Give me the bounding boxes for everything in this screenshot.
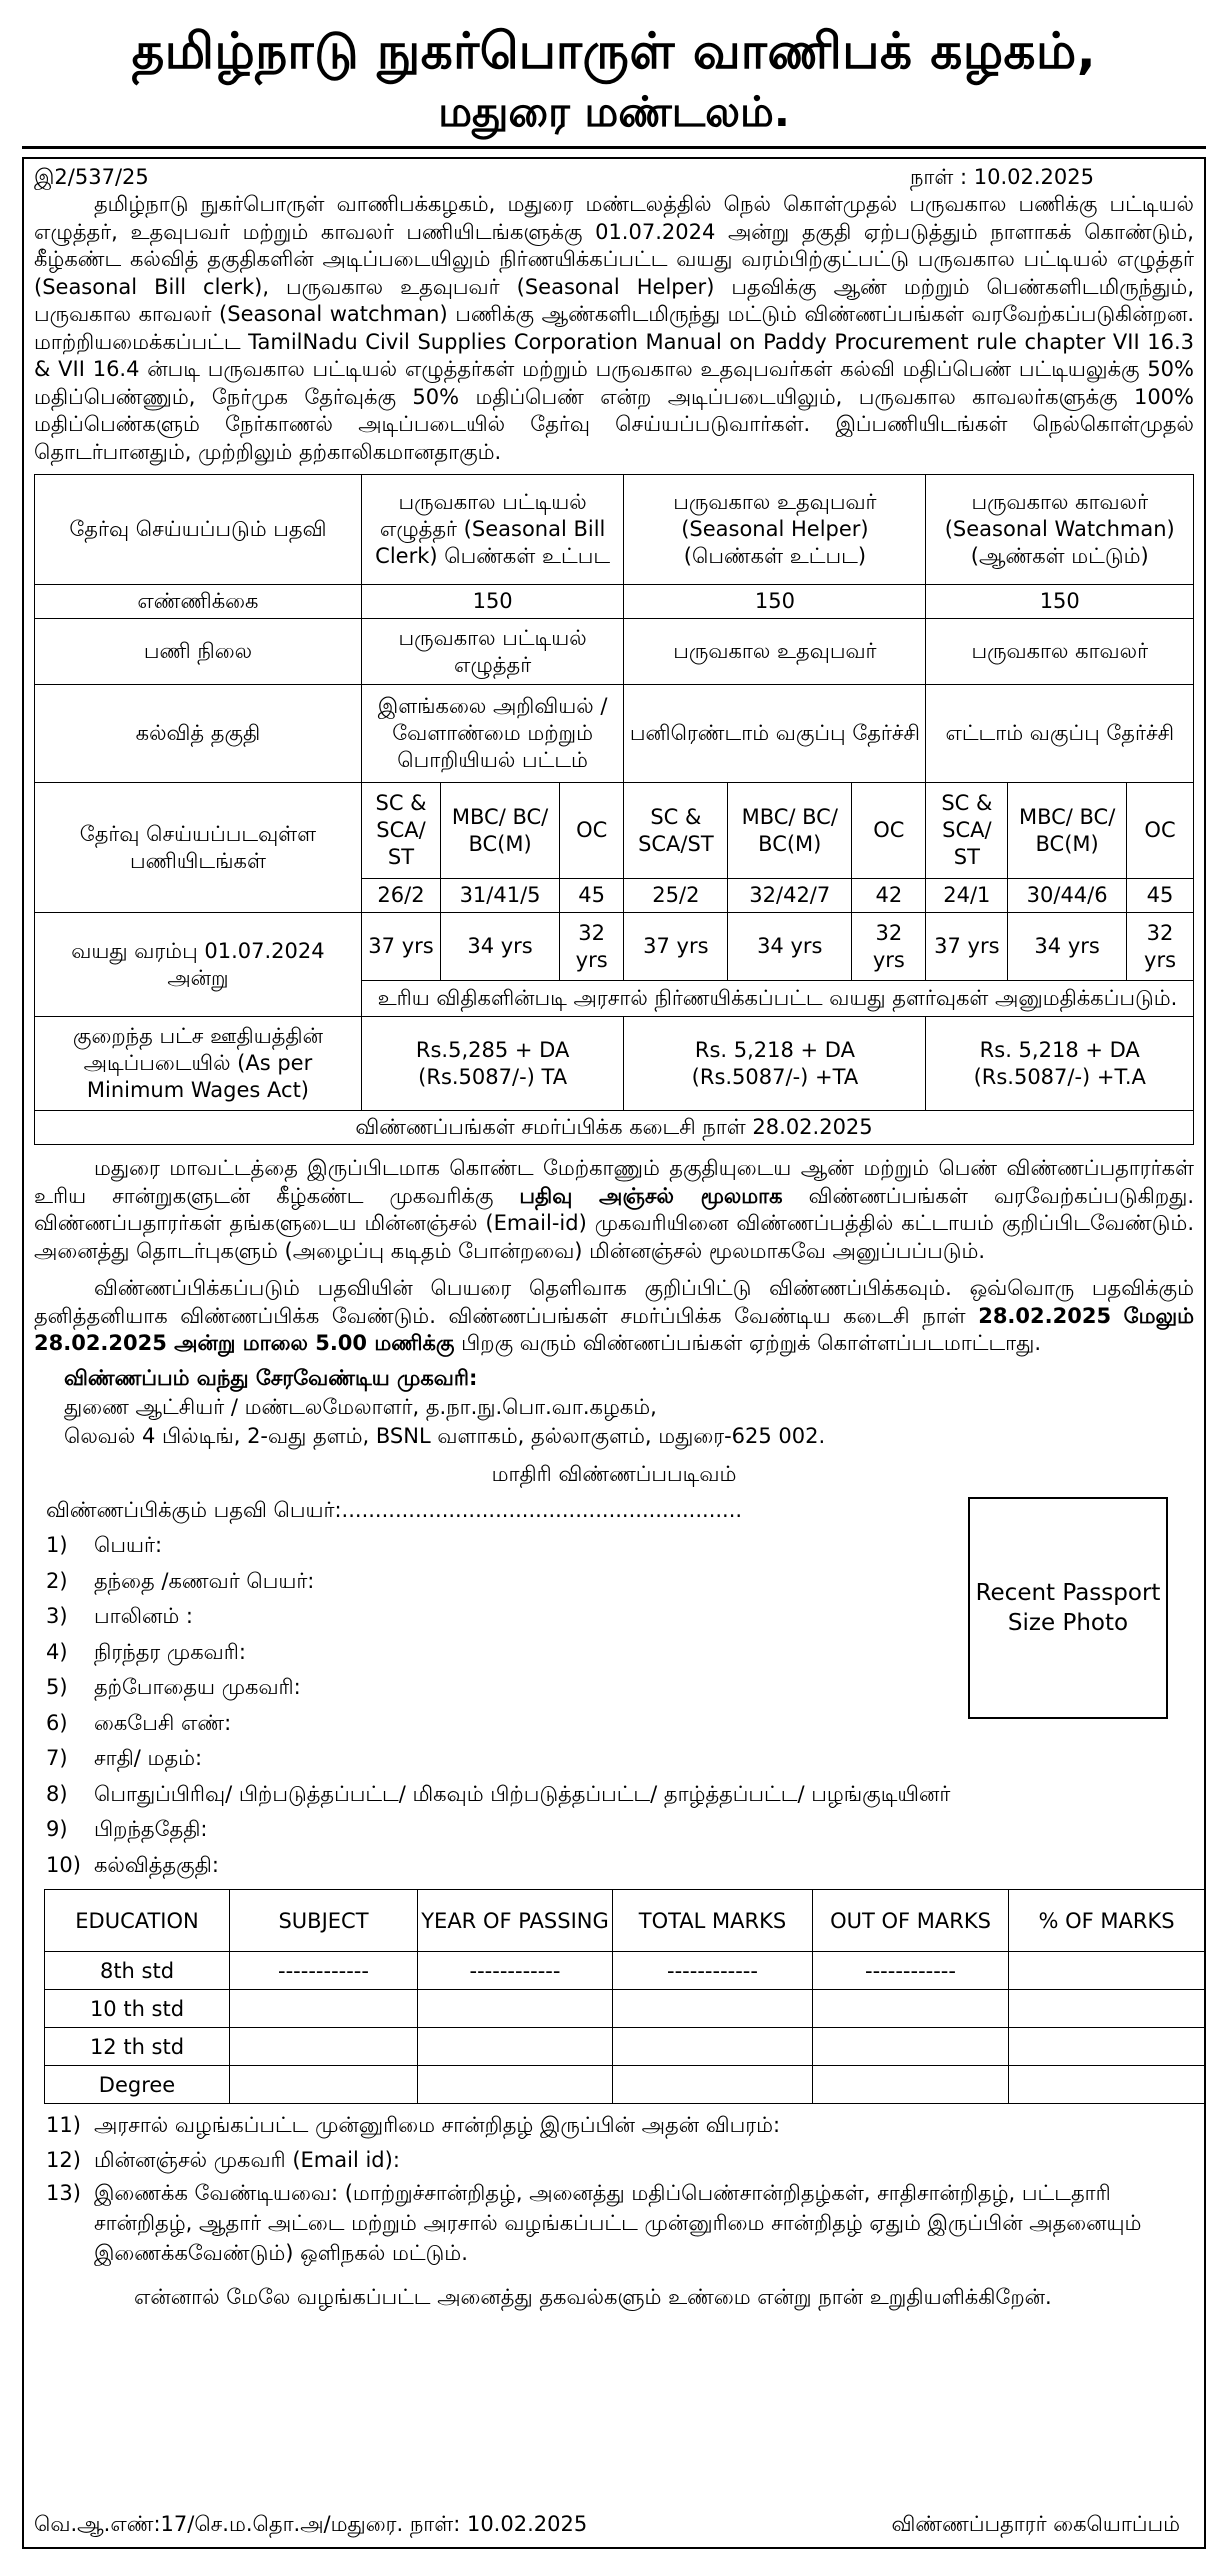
- field-number: 2): [46, 1568, 68, 1593]
- category-value: 32/42/7: [728, 879, 852, 913]
- age-value: 37 yrs: [624, 913, 728, 981]
- field-label: சாதி/ மதம்:: [94, 1746, 203, 1770]
- field-number: 9): [46, 1817, 68, 1841]
- additional-fields: [34, 2108, 1194, 2268]
- header: [22, 0, 1206, 140]
- edu-row: [45, 2028, 1205, 2066]
- edu-row: [45, 1952, 1205, 1990]
- photo-box: Recent Passport Size Photo: [968, 1497, 1168, 1719]
- education-table: [44, 1889, 1205, 2104]
- form-title: மாதிரி விண்ணப்பபடிவம்: [491, 1461, 737, 1486]
- count-label: எண்ணிக்கை: [35, 585, 362, 619]
- wage-line: Rs. 5,218 + DA: [979, 1037, 1140, 1062]
- wage-line: (Rs.5087/-) TA: [418, 1064, 568, 1089]
- edu-cell: [613, 1990, 813, 2028]
- field-number: 3): [46, 1604, 68, 1628]
- age-value: 37 yrs: [926, 913, 1008, 981]
- field-label: இணைக்க வேண்டியவை: (மாற்றுச்சான்றிதழ், அனைத்து மதிப்பெண்சான்றிதழ்கள், சாதிசான்றிதழ், பட்டதாரி சான்றிதழ், ஆதார் அட்டை மற்றும் அரசால் வழங்கப்பட்ட முன்னுரிமை சான்றிதழ் ஏதும் இருப்பின் அதனையும் இணைக்கவேண்டும்) ஒளிநகல் மட்டும்.: [94, 2181, 1142, 2265]
- edu-cell: Degree: [45, 2066, 230, 2104]
- edu-header: SUBJECT: [230, 1890, 418, 1952]
- edu-cell: ------------: [613, 1952, 813, 1990]
- form-field: [34, 2143, 1194, 2178]
- count-value: 150: [926, 585, 1194, 619]
- edu-cell: [813, 1990, 1009, 2028]
- edu-header: % OF MARKS: [1009, 1890, 1205, 1952]
- category-header: OC: [559, 783, 623, 879]
- edu-cell: [613, 2028, 813, 2066]
- edu-cell: [230, 2028, 418, 2066]
- level-value: பருவகால உதவுபவர்: [624, 619, 926, 685]
- education-value: பனிரெண்டாம் வகுப்பு தேர்ச்சி: [624, 685, 926, 783]
- field-number: 11): [46, 2113, 81, 2137]
- education-value: எட்டாம் வகுப்பு தேர்ச்சி: [926, 685, 1194, 783]
- address-line: லெவல் 4 பில்டிங், 2-வது தளம், BSNL வளாகம், தல்லாகுளம், மதுரை-625 002.: [64, 1423, 826, 1448]
- wage-value: [361, 1017, 623, 1111]
- field-number: 13): [46, 2181, 81, 2205]
- address-line: துணை ஆட்சியர் / மண்டலமேலாளர், த.நா.நு.பொ.வா.கழகம்,: [64, 1394, 657, 1419]
- form-field: [34, 1741, 1194, 1777]
- form-field: [34, 2178, 1194, 2268]
- count-value: 150: [361, 585, 623, 619]
- category-value: 42: [852, 879, 926, 913]
- header-rule: [22, 146, 1206, 149]
- category-header: SC & SCA/ST: [624, 783, 728, 879]
- edu-cell: ------------: [230, 1952, 418, 1990]
- level-value: பருவகால காவலர்: [926, 619, 1194, 685]
- category-header: MBC/ BC/ BC(M): [728, 783, 852, 879]
- edu-cell: [418, 1990, 613, 2028]
- application-form: [34, 1493, 1194, 1884]
- declaration: என்னால் மேலே வழங்கப்பட்ட அனைத்து தகவல்களும் உண்மை என்று நான் உறுதியளிக்கிறேன்.: [134, 2285, 1052, 2309]
- field-label: நிரந்தர முகவரி:: [94, 1639, 246, 1664]
- edu-cell: [813, 2066, 1009, 2104]
- category-value: 25/2: [624, 879, 728, 913]
- field-label: அரசால் வழங்கப்பட்ட முன்னுரிமை சான்றிதழ் இருப்பின் அதன் விபரம்:: [94, 2113, 781, 2137]
- form-field: [34, 1848, 1194, 1884]
- field-number: 8): [46, 1781, 68, 1806]
- age-value: 32 yrs: [852, 913, 926, 981]
- category-value: 30/44/6: [1008, 879, 1127, 913]
- age-value: 34 yrs: [1008, 913, 1127, 981]
- field-number: 1): [46, 1533, 68, 1557]
- edu-cell: ------------: [813, 1952, 1009, 1990]
- field-label: கல்வித்தகுதி:: [94, 1852, 219, 1877]
- field-label: பிறந்ததேதி:: [94, 1817, 208, 1841]
- age-value: 34 yrs: [441, 913, 560, 981]
- field-number: 12): [46, 2148, 81, 2172]
- field-number: 10): [46, 1852, 81, 1877]
- post-watchman: பருவகால காவலர் (Seasonal Watchman) (ஆண்கள் மட்டும்): [926, 475, 1194, 585]
- level-value: பருவகால பட்டியல் எழுத்தர்: [361, 619, 623, 685]
- category-header: OC: [852, 783, 926, 879]
- edu-cell: [1009, 1952, 1205, 1990]
- edu-header: EDUCATION: [45, 1890, 230, 1952]
- wage-value: [624, 1017, 926, 1111]
- last-date-row: விண்ணப்பங்கள் சமர்ப்பிக்க கடைசி நாள் 28.02.2025: [35, 1111, 1194, 1145]
- applicant-signature: விண்ணப்பதாரர் கையொப்பம்: [891, 2512, 1180, 2536]
- edu-cell: 12 th std: [45, 2028, 230, 2066]
- age-value: 32 yrs: [559, 913, 623, 981]
- edu-row: [45, 1990, 1205, 2028]
- edu-header: OUT OF MARKS: [813, 1890, 1009, 1952]
- age-value: 34 yrs: [728, 913, 852, 981]
- text-span: மதுரை மாவட்டத்தை இருப்பிடமாக கொண்ட மேற்காணும் தகுதியுடைய ஆண் மற்றும் பெண் விண்ணப்பதாரர்கள் உரிய சான்றுகளுடன் கீழ்கண்ட முகவரிக்கு: [34, 1156, 1194, 1208]
- intro-paragraph: தமிழ்நாடு நுகர்பொருள் வாணிபக்கழகம், மதுரை மண்டலத்தில் நெல் கொள்முதல் பருவகால பணிக்கு பட்டியல் எழுத்தர், உதவுபவர் மற்றும் காவலர் பணியிடங்களுக்கு 01.07.2024 அன்று தகுதி ஏற்படுத்தும் நாளாகக் கொண்டும், கீழ்கண்ட கல்வித் தகுதிகளின் அடிப்படையிலும் நிர்ணயிக்கப்பட்ட வயது வரம்பிற்குட்பட்டு பருவகால பட்டியல் எழுத்தர் (Seasonal Bill clerk), பருவகால உதவுபவர் (Seasonal Helper) பதவிக்கு ஆண் மற்றும் பெண்களிடமிருந்தும், பருவகால காவலர் (Seasonal watchman) பணிக்கு ஆண்களிடமிருந்து மட்டும் விண்ணப்பங்கள் வரவேற்கப்படுகின்றன. மாற்றியமைக்கப்பட்ட TamilNadu Civil Supplies Corporation Manual on Paddy Procurement rule chapter VII 16.3 & VII 16.4 ன்படி பருவகால பட்டியல் எழுத்தர்கள் மற்றும் பருவகால உதவுபவர்கள் கல்வி மதிப்பெண் பட்டியலுக்கு 50% மதிப்பெண்ணும், நேர்முக தேர்வுக்கு 50% மதிப்பெண் என்ற அடிப்படையிலும், பருவகால காவலர்களுக்கு 100% மதிப்பெண்களும் நேர்காணல் அடிப்படையில் தேர்வு செய்யப்படுவார்கள். இப்பணியிடங்கள் நெல்கொள்முதல் தொடர்பானதும், முற்றிலும் தற்காலிகமானதாகும்.: [34, 192, 1194, 464]
- field-number: 5): [46, 1675, 68, 1699]
- age-relaxation-note: உரிய விதிகளின்படி அரசால் நிர்ணயிக்கப்பட்ட வயது தளர்வுகள் அனுமதிக்கப்படும்.: [361, 981, 1193, 1017]
- wage-line: (Rs.5087/-) +TA: [691, 1064, 859, 1089]
- wage-line: (Rs.5087/-) +T.A: [973, 1064, 1146, 1089]
- edu-cell: [813, 2028, 1009, 2066]
- category-header: MBC/ BC/ BC(M): [441, 783, 560, 879]
- text-span: விண்ணப்பங்கள் வரவேற்கப்படுகிறது. விண்ணப்பதாரர்கள் தங்களுடைய மின்னஞ்சல் (Email-id) முகவரியினை விண்ணப்பத்தில் கட்டாயம் குறிப்பிடவேண்டும். அனைத்து தொடர்புகளும் (அழைப்பு கடிதம் போன்றவை) மின்னஞ்சல் மூலமாகவே அனுப்பப்படும்.: [34, 1183, 1195, 1263]
- education-value: இளங்கலை அறிவியல் / வேளாண்மை மற்றும் பொறியியல் பட்டம்: [361, 685, 623, 783]
- age-value: 32 yrs: [1127, 913, 1194, 981]
- education-label: கல்வித் தகுதி: [35, 685, 362, 783]
- field-label: தந்தை /கணவர் பெயர்:: [94, 1568, 315, 1593]
- edu-cell: [418, 2028, 613, 2066]
- bold-text: மேலும் 28.02.2025 அன்று மாலை 5.00 மணிக்கு: [34, 1303, 1194, 1355]
- org-title: தமிழ்நாடு நுகர்பொருள் வாணிபக் கழகம்,: [131, 22, 1097, 80]
- category-header: SC & SCA/ ST: [926, 783, 1008, 879]
- category-header: SC & SCA/ ST: [361, 783, 440, 879]
- paragraph-deadline: [34, 1275, 1194, 1358]
- category-value: 26/2: [361, 879, 440, 913]
- category-header: MBC/ BC/ BC(M): [1008, 783, 1127, 879]
- category-value: 45: [559, 879, 623, 913]
- age-label: வயது வரம்பு 01.07.2024 அன்று: [35, 913, 362, 1017]
- form-field: [34, 1777, 1194, 1813]
- edu-cell: [1009, 1990, 1205, 2028]
- wage-line: Rs.5,285 + DA: [415, 1037, 570, 1062]
- edu-row: [45, 2066, 1205, 2104]
- edu-cell: 8th std: [45, 1952, 230, 1990]
- notice-date: நாள் : 10.02.2025: [909, 165, 1094, 189]
- vacancy-label: தேர்வு செய்யப்படவுள்ள பணியிடங்கள்: [35, 783, 362, 913]
- field-number: 6): [46, 1710, 68, 1735]
- level-label: பணி நிலை: [35, 619, 362, 685]
- paragraph-eligibility: [34, 1155, 1194, 1265]
- edu-cell: [613, 2066, 813, 2104]
- category-value: 24/1: [926, 879, 1008, 913]
- field-label: தற்போதைய முகவரி:: [94, 1675, 301, 1699]
- reference-row: [34, 163, 1194, 191]
- category-header: OC: [1127, 783, 1194, 879]
- edu-cell: ------------: [418, 1952, 613, 1990]
- form-field: [34, 2108, 1194, 2143]
- reference-number: இ2/537/25: [34, 165, 149, 189]
- count-value: 150: [624, 585, 926, 619]
- edu-header: YEAR OF PASSING: [418, 1890, 613, 1952]
- edu-cell: [418, 2066, 613, 2104]
- field-label: பெயர்:: [94, 1533, 163, 1557]
- region-title: மதுரை மண்டலம்.: [438, 87, 790, 136]
- field-label: பொதுப்பிரிவு/ பிற்படுத்தப்பட்ட/ மிகவும் பிற்படுத்தப்பட்ட/ தாழ்த்தப்பட்ட/ பழங்குடியினர்: [94, 1781, 951, 1806]
- vacancy-table: [34, 474, 1194, 1145]
- field-label: கைபேசி எண்:: [94, 1710, 232, 1735]
- post-bill-clerk: பருவகால பட்டியல் எழுத்தர் (Seasonal Bill Clerk) பெண்கள் உட்பட: [361, 475, 623, 585]
- post-helper: பருவகால உதவுபவர் (Seasonal Helper) (பெண்கள் உட்பட): [624, 475, 926, 585]
- bold-text: பதிவு அஞ்சல் மூலமாக: [519, 1183, 783, 1208]
- age-value: 37 yrs: [361, 913, 440, 981]
- form-field: [34, 1812, 1194, 1848]
- text-span: பிறகு வரும் விண்ணப்பங்கள் ஏற்றுக் கொள்ளப்படமாட்டாது.: [454, 1331, 1042, 1355]
- text-span: விண்ணப்பிக்கப்படும் பதவியின் பெயரை தெளிவாக குறிப்பிட்டு விண்ணப்பிக்கவும். ஒவ்வொரு பதவிக்கும் தனித்தனியாக விண்ணப்பிக்க வேண்டும். விண்ணப்பங்கள் சமர்ப்பிக்க வேண்டிய கடைசி நாள்: [34, 1276, 1194, 1328]
- wage-line: Rs. 5,218 + DA: [694, 1037, 855, 1062]
- post-applied-line: விண்ணப்பிக்கும் பதவி பெயர்:............................................................: [46, 1497, 743, 1522]
- edu-header: TOTAL MARKS: [613, 1890, 813, 1952]
- field-label: பாலினம் :: [94, 1604, 194, 1628]
- footer: [34, 2512, 1194, 2539]
- category-value: 45: [1127, 879, 1194, 913]
- wage-value: [926, 1017, 1194, 1111]
- edu-cell: [230, 2066, 418, 2104]
- edu-cell: [230, 1990, 418, 2028]
- address-block: [34, 1364, 1194, 1451]
- release-number: வெ.ஆ.எண்:17/செ.ம.தொ.அ/மதுரை. நாள்: 10.02.2025: [34, 2512, 588, 2536]
- wage-label: குறைந்த பட்ச ஊதியத்தின் அடிப்படையில் (As per Minimum Wages Act): [35, 1017, 362, 1111]
- field-number: 4): [46, 1639, 68, 1664]
- post-header: தேர்வு செய்யப்படும் பதவி: [35, 475, 362, 585]
- field-label: மின்னஞ்சல் முகவரி (Email id):: [94, 2148, 400, 2172]
- field-number: 7): [46, 1746, 68, 1770]
- notice-body: [22, 157, 1206, 2549]
- edu-cell: [1009, 2028, 1205, 2066]
- bold-text: 28.02.2025: [978, 1303, 1112, 1328]
- category-value: 31/41/5: [441, 879, 560, 913]
- edu-cell: 10 th std: [45, 1990, 230, 2028]
- edu-cell: [1009, 2066, 1205, 2104]
- address-heading: விண்ணப்பம் வந்து சேரவேண்டிய முகவரி:: [64, 1365, 478, 1390]
